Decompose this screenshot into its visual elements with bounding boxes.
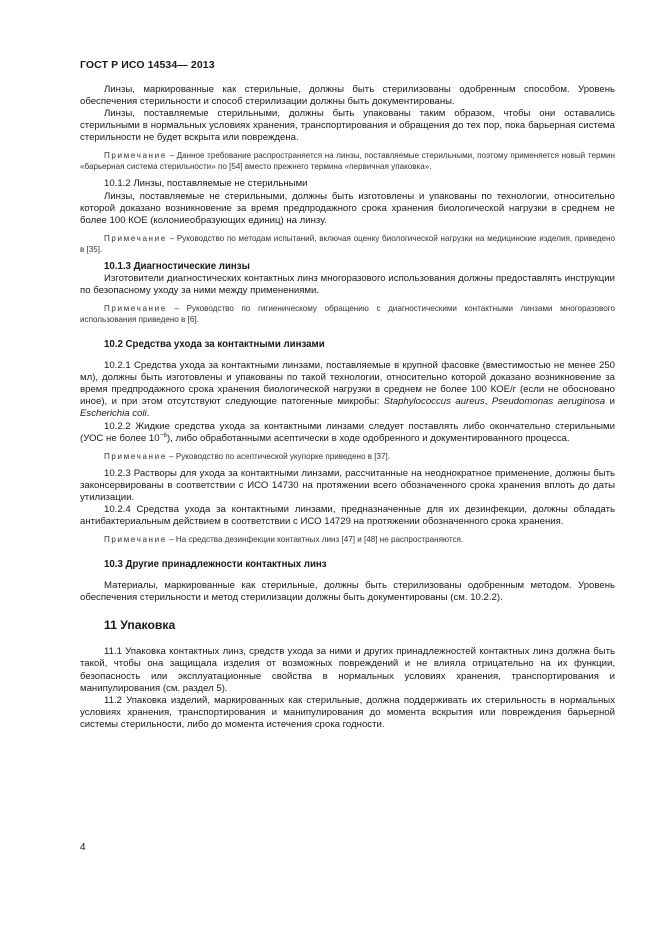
paragraph-10-2-2: 10.2.2 Жидкие средства ухода за контактными линзами следует поставлять либо окончательно стерильными (УОС не более $10^{-6}$), либо обработанными асептически в ходе одобренного и документированного процесса.	[80, 420, 615, 444]
note-label: Примечание	[104, 535, 167, 545]
note-3	[80, 303, 615, 325]
document-body	[80, 84, 615, 731]
paragraph-sterile-packaging: Линзы, поставляемые стерильными, должны быть упакованы таким образом, чтобы они оставались стерильными в нормальных условиях хранения, транспортирования и обращения до тех пор, пока барьерная система стерильности не будет вскрыта или повреждена.	[80, 108, 615, 144]
paragraph-11-2: 11.2 Упаковка изделий, маркированных как стерильные, должна поддерживать их стерильность в нормальных условиях хранения, транспортирования и манипулирования до момента вскрытия или повреждения барьерной системы стерильности, либо до момента истечения срока годности.	[80, 694, 615, 730]
note-text: – На средства дезинфекции контактных линз [47] и [48] не распространяются.	[169, 535, 464, 545]
paragraph-nonsterile-lenses: Линзы, поставляемые не стерильными, должны быть изготовлены и упакованы по технологии, относительно которой доказано возникновение за время предпродажного срока хранения биологической нагрузки в среднем не более 100 КОЕ (колониеобразующих единиц) на линзу.	[80, 190, 615, 226]
microbe-name: Staphylococcus aureus	[383, 396, 485, 408]
note-5	[80, 534, 615, 545]
note-text: – Руководство по асептической укупорке приведено в [37].	[169, 451, 391, 461]
note-label: Примечание	[104, 451, 167, 461]
note-2	[80, 233, 615, 255]
microbe-name: Escherichia coli	[80, 408, 147, 420]
note-1	[80, 150, 615, 172]
note-label: Примечание	[104, 304, 167, 314]
note-text: – Руководство по гигиеническому обращению с диагностическими контактными линзами многоразового использования приведено в [6].	[80, 304, 615, 325]
page-number: 4	[80, 842, 86, 853]
section-10-3-title: 10.3 Другие принадлежности контактных линз	[104, 559, 327, 571]
note-4	[80, 451, 615, 462]
microbe-name: Pseudomonas aeruginosa	[491, 396, 606, 408]
paragraph-10-2-1: 10.2.1 Средства ухода за контактными линзами, поставляемые в крупной фасовке (вместимостью не менее 250 мл), должны быть изготовлены и упакованы по такой технологии, относительно которой доказано возникновение за время предпродажного срока хранения биологической нагрузки в среднем не более 100 КОЕ/г (если не обосновано иное), и при этом отсутствуют следующие патогенные микробы: Staphylococcus aureus, Pseudomonas aeruginosa и Escherichia coli.	[80, 360, 615, 420]
subsection-10-1-2-title: 10.1.2 Линзы, поставляемые не стерильными	[104, 178, 308, 190]
paragraph-10-2-3: 10.2.3 Растворы для ухода за контактными линзами, рассчитанные на неоднократное применение, должны быть законсервированы в соответствии с ИСО 14730 на протяжении всего обозначенного срока хранения вплоть до даты утилизации.	[80, 467, 615, 503]
section-11-title: 11 Упаковка	[104, 618, 176, 633]
paragraph-11-1: 11.1 Упаковка контактных линз, средств ухода за ними и других принадлежностей контактных линз должна быть такой, чтобы она защищала изделия от возможных повреждений и не влияла отрицательно на их функции, безопасность или эксплуатационные свойства в нормальных условиях хранения, транспортирования и манипулирования (см. раздел 5).	[80, 646, 615, 694]
note-text: – Данное требование распространяется на линзы, поставляемые стерильными, поэтому применяется новый термин «барьерная система стерильности» по [54] вместо прежнего термина «первичная упаковка».	[80, 151, 615, 172]
note-label: Примечание	[104, 233, 167, 243]
subsection-10-1-3-title: 10.1.3 Диагностические линзы	[104, 260, 250, 272]
paragraph-sterile-lenses: Линзы, маркированные как стерильные, должны быть стерилизованы одобренным способом. Уровень обеспечения стерильности и способ стерилизации должны быть документированы.	[80, 84, 615, 108]
paragraph-10-2-4: 10.2.4 Средства ухода за контактными линзами, предназначенные для их дезинфекции, должны обладать антибактериальным действием в соответствии с ИСО 14729 на протяжении обозначенного срока хранения.	[80, 503, 615, 528]
paragraph-diagnostic-lenses: Изготовители диагностических контактных линз многоразового использования должны предоставлять инструкции по безопасному уходу за ними между применениями.	[80, 272, 615, 296]
note-text: – Руководство по методам испытаний, включая оценку биологической нагрузки на медицинские изделия, приведено в [35].	[80, 233, 615, 254]
note-label: Примечание	[104, 151, 167, 161]
exponent: −6	[159, 431, 167, 439]
section-10-2-title: 10.2 Средства ухода за контактными линзами	[104, 339, 325, 351]
paragraph-10-3: Материалы, маркированные как стерильные, должны быть стерилизованы одобренным методом. Уровень обеспечения стерильности и метод стерилизации должны быть документированы (см. 10.2.2).	[80, 580, 615, 604]
document-header: ГОСТ Р ИСО 14534— 2013	[80, 59, 215, 71]
